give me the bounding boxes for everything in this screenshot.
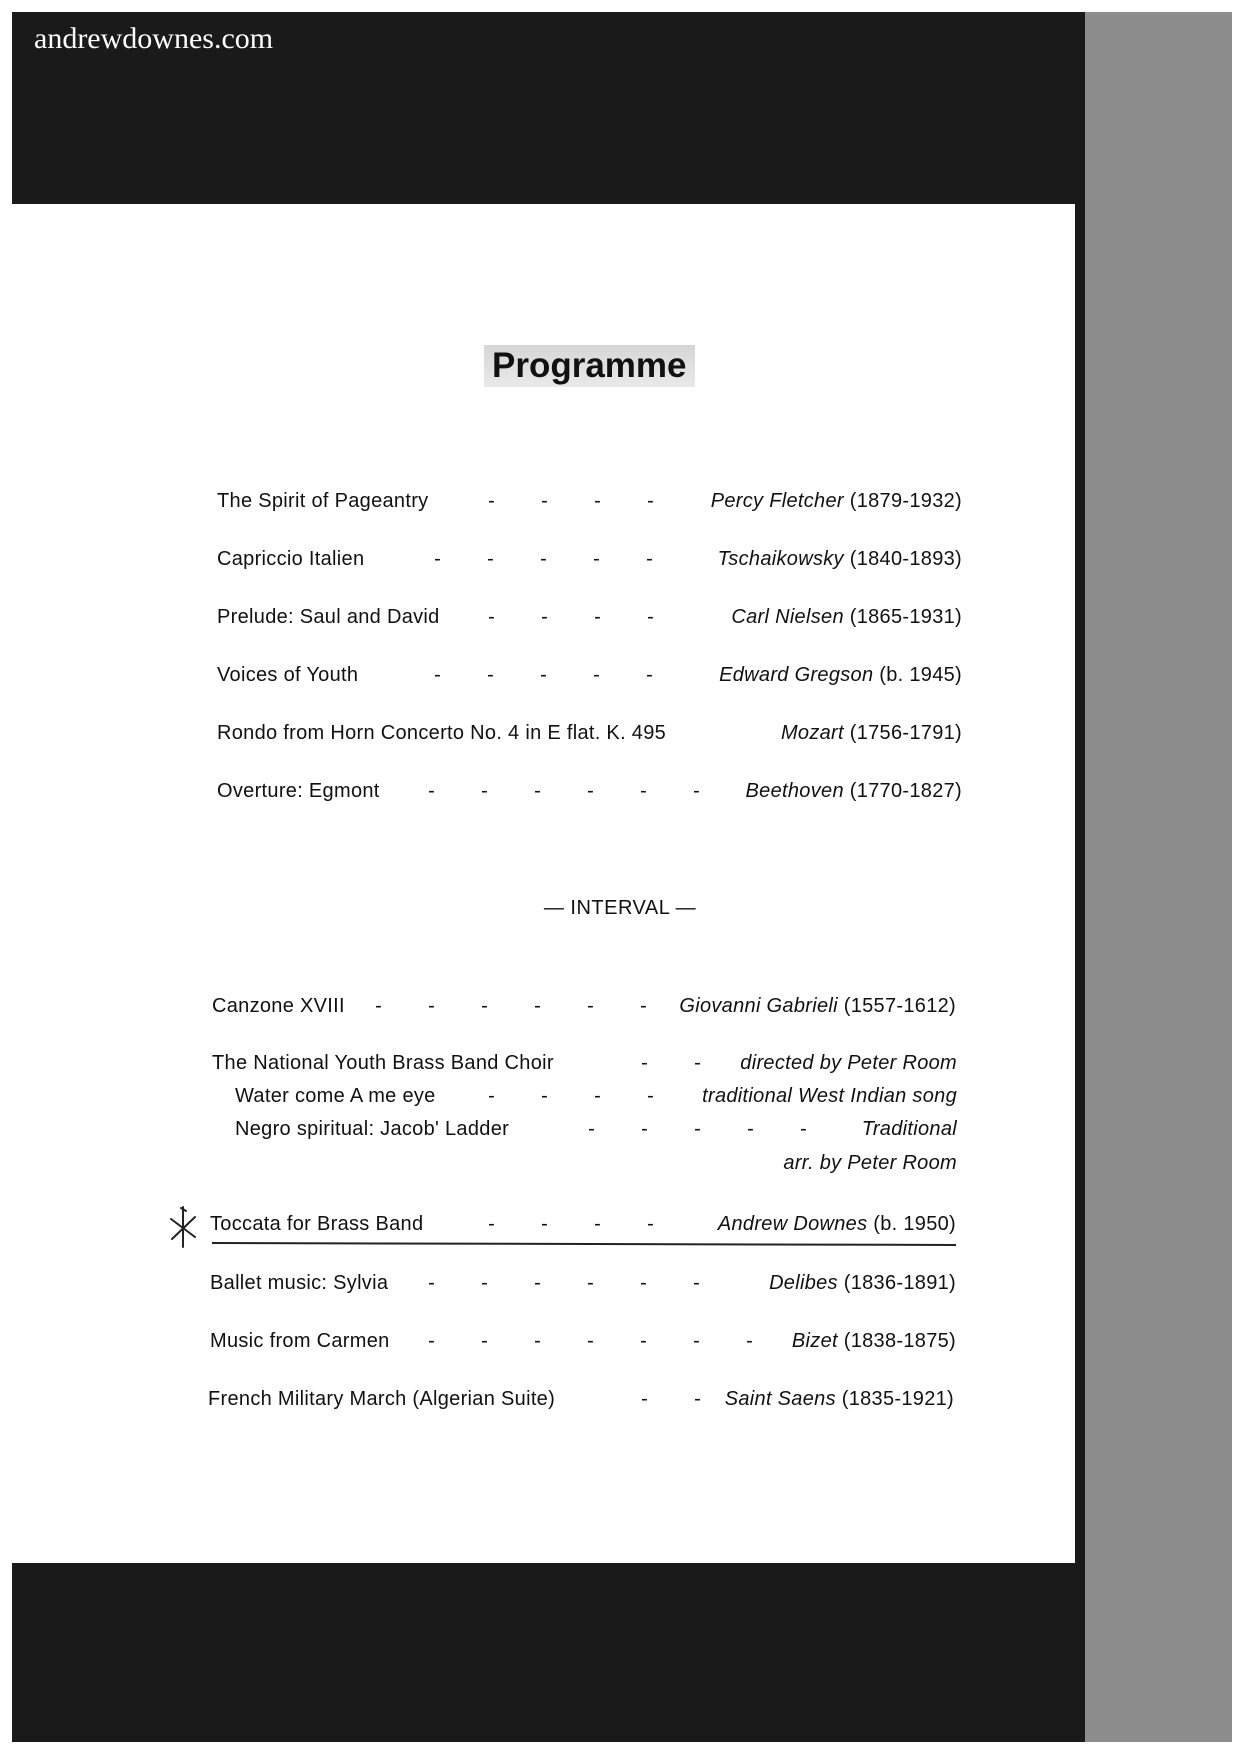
dash-leader: - -	[641, 1052, 701, 1074]
dash-leader: - - - - -	[434, 548, 653, 570]
composer-credit	[725, 1388, 954, 1411]
composer-name: Beethoven	[745, 780, 844, 802]
piece-title: Voices of Youth	[217, 664, 359, 686]
composer-credit	[862, 1118, 957, 1141]
page-title: Programme	[484, 345, 695, 387]
piece-title: Ballet music: Sylvia	[210, 1272, 389, 1294]
piece-title: The Spirit of Pageantry	[217, 490, 429, 512]
composer-credit	[711, 490, 962, 513]
watermark: andrewdownes.com	[34, 22, 274, 55]
interval-heading: — INTERVAL —	[543, 897, 697, 919]
programme-subrow	[0, 1152, 1240, 1192]
composer-credit	[769, 1272, 956, 1295]
piece-title: The National Youth Brass Band Choir	[212, 1052, 554, 1074]
composer-name: Delibes	[769, 1272, 838, 1294]
dash-leader: - - - - - -	[428, 780, 700, 802]
composer-dates: (1557-1612)	[843, 995, 956, 1017]
programme-row-marked	[0, 1213, 1240, 1253]
piece-title: Rondo from Horn Concerto No. 4 in E flat. K. 495	[217, 722, 667, 744]
dash-leader: - - - -	[488, 1213, 654, 1235]
composer-name: Saint Saens	[724, 1388, 836, 1410]
piece-title: Prelude: Saul and David	[217, 606, 440, 628]
dash-leader: - - - - - -	[375, 995, 647, 1017]
dash-leader: - - - -	[488, 606, 654, 628]
composer-dates: (1835-1921)	[841, 1388, 954, 1410]
composer-credit	[679, 995, 956, 1018]
piece-title: Negro spiritual: Jacob' Ladder	[235, 1118, 510, 1140]
composer-credit	[746, 780, 962, 803]
composer-dates: (1756-1791)	[849, 722, 962, 744]
composer-credit	[731, 606, 962, 629]
composer-dates: (1840-1893)	[849, 548, 962, 570]
composer-name: Carl Nielsen	[731, 606, 844, 628]
composer-dates: (1836-1891)	[843, 1272, 956, 1294]
dash-leader: - - - - -	[588, 1118, 807, 1140]
arranger-name: arr. by Peter Room	[783, 1152, 957, 1174]
composer-dates: (b. 1950)	[873, 1213, 956, 1235]
conductor-credit: directed by Peter Room	[740, 1052, 957, 1074]
programme-row	[0, 995, 1240, 1035]
dash-leader: - -	[641, 1388, 701, 1410]
dash-leader: - - - - - - -	[428, 1330, 753, 1352]
programme-row	[0, 780, 1240, 820]
composer-name: Mozart	[780, 722, 844, 744]
composer-credit	[781, 722, 962, 745]
composer-name: Bizet	[791, 1330, 838, 1352]
programme-row	[0, 1272, 1240, 1312]
dash-leader: - - - -	[488, 1085, 654, 1107]
arranger-credit	[783, 1152, 957, 1175]
composer-dates: (1838-1875)	[843, 1330, 956, 1352]
composer-credit	[718, 1213, 956, 1236]
dash-leader: - - - -	[488, 490, 654, 512]
source-credit: traditional West Indian song	[702, 1085, 957, 1107]
programme-row	[0, 490, 1240, 530]
composer-dates: (1879-1932)	[849, 490, 962, 512]
piece-title: Toccata for Brass Band	[210, 1213, 424, 1235]
composer-name: Edward Gregson	[719, 664, 874, 686]
piece-title: French Military March (Algerian Suite)	[208, 1388, 556, 1410]
composer-name: Tschaikowsky	[717, 548, 844, 570]
composer-credit	[740, 1052, 957, 1075]
composer-dates: (b. 1945)	[879, 664, 962, 686]
composer-name: Giovanni Gabrieli	[679, 995, 838, 1017]
piece-title: Capriccio Italien	[217, 548, 365, 570]
composer-credit	[718, 548, 962, 571]
composer-credit	[719, 664, 962, 687]
composer-dates: (1770-1827)	[849, 780, 962, 802]
piece-title: Music from Carmen	[210, 1330, 390, 1352]
dash-leader: - - - - - -	[428, 1272, 700, 1294]
programme-row	[0, 1330, 1240, 1370]
source-credit: Traditional	[861, 1118, 957, 1140]
programme-row	[0, 722, 1240, 762]
programme-row	[0, 664, 1240, 704]
composer-name: Percy Fletcher	[710, 490, 844, 512]
dash-leader: - - - - -	[434, 664, 653, 686]
composer-credit	[702, 1085, 957, 1108]
composer-name: Andrew Downes	[717, 1213, 868, 1235]
scan-gray-strip	[1085, 12, 1232, 1742]
piece-title: Canzone XVIII	[212, 995, 345, 1017]
piece-title: Overture: Egmont	[217, 780, 380, 802]
programme-row	[0, 548, 1240, 588]
composer-credit	[792, 1330, 956, 1353]
piece-title: Water come A me eye	[235, 1085, 436, 1107]
programme-row	[0, 606, 1240, 646]
composer-dates: (1865-1931)	[849, 606, 962, 628]
programme-row	[0, 1388, 1240, 1428]
